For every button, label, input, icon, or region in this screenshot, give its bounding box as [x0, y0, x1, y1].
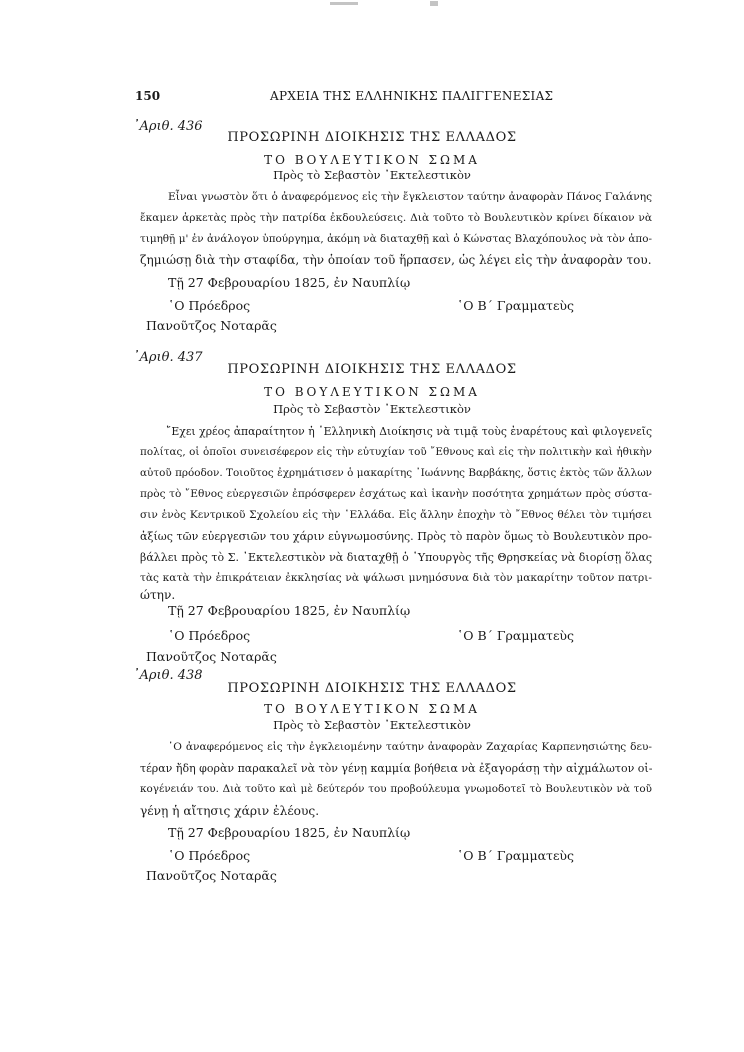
body-line: πρὸς τὸ ῎Εθνος εὐεργεσιῶν ἐπρόσφερεν ἐσχάτως καὶ ἱκανὴν ποσότητα χρημάτων πρὸς σύστα- [140, 488, 652, 500]
running-head: ΑΡΧΕΙΑ ΤΗΣ ΕΛΛΗΝΙΚΗΣ ΠΑΛΙΓΓΕΝΕΣΙΑΣ [270, 89, 554, 103]
doc-title: ΠΡΟΣΩΡΙΝΗ ΔΙΟΙΚΗΣΙΣ ΤΗΣ ΕΛΛΑΔΟΣ [227, 681, 517, 696]
body-line: αὐτοῦ πρόοδον. Τοιοῦτος ἐχρημάτισεν ὁ μακαρίτης ᾿Ιωάννης Βαρβάκης, ὅστις ἐκτὸς τῶν ἄλλων [140, 467, 652, 479]
scan-artifact [430, 1, 438, 6]
doc-number: ᾿Αριθ. 436 [133, 119, 203, 134]
doc-addressee: Πρὸς τὸ Σεβαστὸν ᾿Εκτελεστικὸν [273, 168, 471, 182]
doc-addressee: Πρὸς τὸ Σεβαστὸν ᾿Εκτελεστικὸν [273, 402, 471, 416]
body-line: τὰς κατὰ τὴν ἐπικράτειαν ἐκκλησίας νὰ ψάλωσι μνημόσυνα διὰ τὸν μακαρίτην τοῦτον πατρι- [140, 572, 652, 584]
scan-artifact [330, 2, 358, 5]
body-line: ἔκαμεν ἀρκετὰς πρὸς τὴν πατρίδα ἐκδουλεύσεις. Διὰ τοῦτο τὸ Βουλευτικὸν κρίνει δίκαιον νὰ [140, 212, 652, 224]
president-name: Πανοῦτζος Νοταρᾶς [146, 868, 277, 883]
body-line: ώτην. [140, 588, 176, 602]
doc-addressee: Πρὸς τὸ Σεβαστὸν ᾿Εκτελεστικὸν [273, 718, 471, 732]
body-line: τέραν ἤδη φορὰν παρακαλεῖ νὰ τὸν γένῃ καμμία βοήθεια νὰ ἐξαγοράσῃ τὴν αἰχμάλωτον οἰ- [140, 762, 653, 775]
body-line: Εἶναι γνωστὸν ὅτι ὁ ἀναφερόμενος εἰς τὴν ἔγκλειστον ταύτην ἀναφορὰν Πάνος Γαλάνης [168, 191, 652, 203]
body-line: τιμηθῇ μ' ἐν ἀνάλογον ὑπούργημα, ἀκόμη νὰ διαταχθῇ καὶ ὁ Κώνστας Βλαχόπουλος νὰ τὸν ἀπο- [140, 233, 652, 245]
doc-subtitle: ΤΟ ΒΟΥΛΕΥΤΙΚΟΝ ΣΩΜΑ [264, 153, 480, 167]
secretary-title: ῾Ο Β΄ Γραμματεὺς [457, 298, 575, 313]
president-name: Πανοῦτζος Νοταρᾶς [146, 649, 277, 664]
doc-subtitle: ΤΟ ΒΟΥΛΕΥΤΙΚΟΝ ΣΩΜΑ [264, 385, 480, 399]
president-title: ῾Ο Πρόεδρος [168, 848, 251, 863]
body-line: γένῃ ἡ αἴτησις χάριν ἐλέους. [140, 804, 320, 818]
doc-date: Τῇ 27 Φεβρουαρίου 1825, ἐν Ναυπλίῳ [168, 603, 411, 618]
doc-title: ΠΡΟΣΩΡΙΝΗ ΔΙΟΙΚΗΣΙΣ ΤΗΣ ΕΛΛΑΔΟΣ [227, 130, 517, 145]
doc-title: ΠΡΟΣΩΡΙΝΗ ΔΙΟΙΚΗΣΙΣ ΤΗΣ ΕΛΛΑΔΟΣ [227, 362, 517, 377]
body-line: ζημιώσῃ διὰ τὴν σταφίδα, τὴν ὁποίαν τοῦ ἥρπασεν, ὡς λέγει εἰς τὴν ἀναφορὰν του. [140, 253, 652, 267]
body-line: σιν ἑνὸς Κεντρικοῦ Σχολείου εἰς τὴν ῾Ελλάδα. Εἰς ἄλλην ἐποχὴν τὸ ῎Εθνος θέλει τὸν τιμήσει [140, 509, 652, 521]
president-title: ῾Ο Πρόεδρος [168, 628, 251, 643]
body-line: ἀξίως τῶν εὐεργεσιῶν του χάριν εὐγνωμοσύνης. Πρὸς τὸ παρὸν ὅμως τὸ Βουλευτικὸν προ- [140, 530, 652, 543]
body-line: βάλλει πρὸς τὸ Σ. ᾿Εκτελεστικὸν νὰ διαταχθῇ ὁ ῾Υπουργὸς τῆς Θρησκείας νὰ διορίσῃ ὅλας [140, 551, 652, 564]
secretary-title: ῾Ο Β΄ Γραμματεὺς [457, 628, 575, 643]
doc-number: ᾿Αριθ. 438 [133, 668, 203, 683]
doc-subtitle: ΤΟ ΒΟΥΛΕΥΤΙΚΟΝ ΣΩΜΑ [264, 702, 480, 716]
secretary-title: ῾Ο Β΄ Γραμματεὺς [457, 848, 575, 863]
page-number: 150 [135, 89, 161, 103]
body-line: ῾Ο ἀναφερόμενος εἰς τὴν ἐγκλειομένην ταύτην ἀναφορὰν Ζαχαρίας Καρπενησιώτης δευ- [168, 741, 652, 753]
body-line: κογένειάν του. Διὰ τοῦτο καὶ μὲ δεύτερόν του προβούλευμα γνωμοδοτεῖ τὸ Βουλευτικὸν νὰ τοῦ [140, 783, 652, 795]
doc-number: ᾿Αριθ. 437 [133, 350, 203, 365]
president-title: ῾Ο Πρόεδρος [168, 298, 251, 313]
body-line: πολίτας, οἱ ὁποῖοι συνεισέφερον εἰς τὴν εὐτυχίαν τοῦ ῎Εθνους καὶ εἰς τὴν πολιτικὴν καὶ ἠθικὴν [140, 446, 652, 458]
doc-date: Τῇ 27 Φεβρουαρίου 1825, ἐν Ναυπλίῳ [168, 825, 411, 840]
president-name: Πανοῦτζος Νοταρᾶς [146, 318, 277, 333]
doc-date: Τῇ 27 Φεβρουαρίου 1825, ἐν Ναυπλίῳ [168, 275, 411, 290]
body-line: ῎Εχει χρέος ἀπαραίτητον ἡ ῾Ελληνικὴ Διοίκησις νὰ τιμᾷ τοὺς ἐναρέτους καὶ φιλογενεῖς [166, 425, 652, 438]
